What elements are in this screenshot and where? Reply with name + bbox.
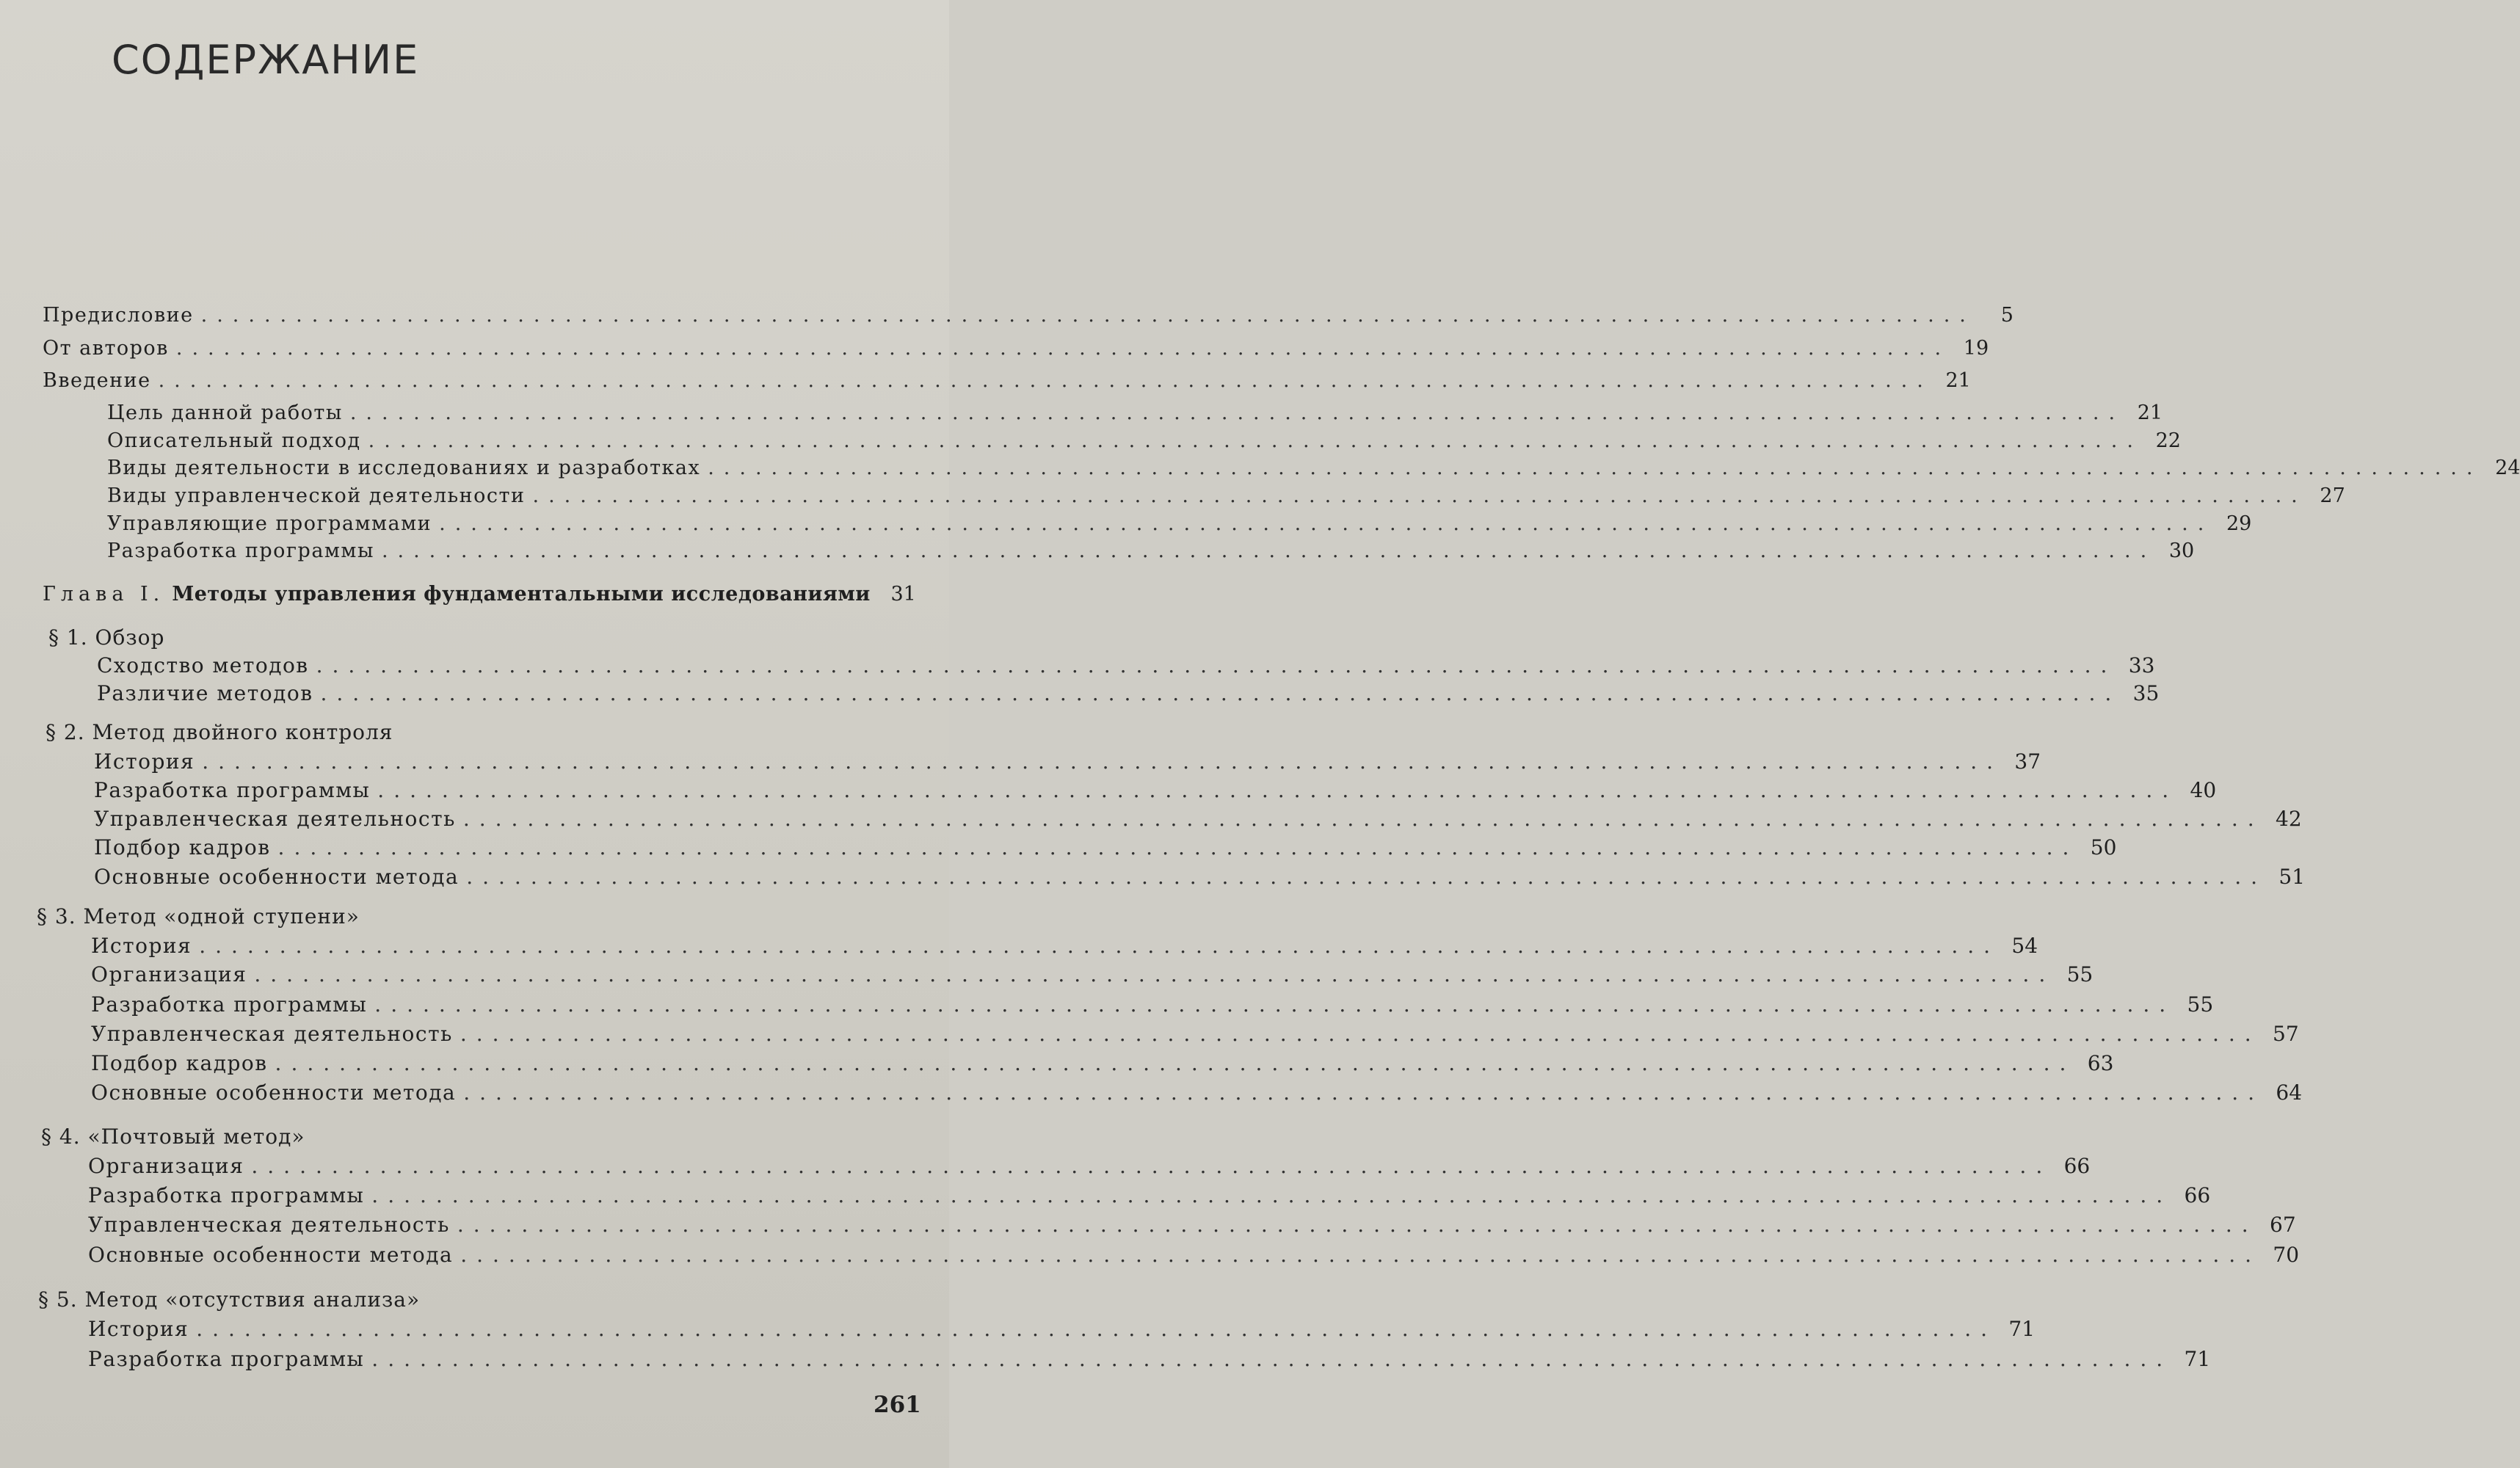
dot-leader: ................................................................................................................: [202, 749, 2003, 774]
dot-leader: ................................................................................................................: [349, 401, 2125, 424]
entry-label: Разработка программы: [94, 778, 371, 802]
dot-leader: ................................................................................................................: [371, 1183, 2173, 1207]
entry-label: От авторов: [43, 337, 169, 360]
entry-label: История: [88, 1317, 189, 1341]
dot-leader: ................................................................................................................: [460, 1022, 2261, 1046]
entry-page: 55: [2066, 962, 2094, 986]
entry-label: Управленческая деятельность: [91, 1022, 453, 1046]
toc-entry-intro-5: [107, 512, 2252, 535]
entry-page: 21: [2137, 401, 2163, 424]
chapter-prefix: Глава I.: [43, 583, 165, 606]
dot-leader: ................................................................................................................: [251, 1154, 2052, 1178]
dot-leader: ................................................................................................................: [175, 337, 1951, 360]
entry-page: 66: [2184, 1183, 2211, 1207]
dot-leader: ................................................................................................................: [320, 681, 2121, 705]
dot-leader: ................................................................................................................: [466, 865, 2267, 889]
toc-entry: [97, 653, 2155, 677]
toc-entry: [94, 778, 2217, 802]
entry-label: Основные особенности метода: [94, 865, 460, 889]
entry-page: 19: [1963, 337, 1989, 360]
toc-entry: [88, 1347, 2211, 1371]
dot-leader: ................................................................................................................: [275, 1051, 2076, 1075]
dot-leader: ................................................................................................................: [462, 807, 2264, 831]
entry-page: 29: [2226, 512, 2252, 535]
dot-leader: ................................................................................................................: [381, 539, 2157, 562]
entry-label: Различие методов: [97, 681, 313, 705]
toc-entry-intro-6: [107, 539, 2195, 562]
toc-entry: [88, 1154, 2091, 1178]
toc-entry: [94, 807, 2302, 831]
entry-label: Виды управленческой деятельности: [107, 484, 526, 507]
toc-entry-intro-2: [107, 429, 2181, 452]
toc-entry: [88, 1183, 2211, 1207]
toc-entry: [94, 865, 2306, 889]
entry-page: 40: [2190, 778, 2217, 802]
dot-leader: ................................................................................................................: [199, 934, 2000, 958]
entry-label: Цель данной работы: [107, 401, 343, 424]
section-heading-3: § 3. Метод «одной ступени»: [37, 904, 360, 929]
page-title: СОДЕРЖАНИЕ: [112, 37, 420, 84]
toc-entry-preface: [43, 304, 2014, 327]
section-heading-2: § 2. Метод двойного контроля: [46, 720, 393, 744]
entry-label: Основные особенности метода: [91, 1080, 457, 1105]
entry-label: История: [94, 749, 195, 774]
dot-leader: ................................................................................................................: [277, 835, 2079, 860]
entry-label: Управленческая деятельность: [94, 807, 456, 831]
entry-page: 31: [890, 583, 916, 606]
entry-label: Организация: [91, 962, 247, 986]
chapter-title: Методы управления фундаментальными исследованиями: [172, 583, 871, 606]
toc-entry: [91, 962, 2094, 986]
toc-entry: [94, 749, 2041, 774]
toc-entry-intro-4: [107, 484, 2345, 507]
entry-page: 27: [2320, 484, 2345, 507]
entry-label: Описательный подход: [107, 429, 361, 452]
entry-label: Организация: [88, 1154, 244, 1178]
toc-entry-authors: [43, 337, 1989, 360]
entry-page: 55: [2187, 992, 2214, 1017]
toc-entry: [91, 1080, 2303, 1105]
entry-label: Основные особенности метода: [88, 1243, 454, 1267]
dot-leader: ................................................................................................................: [316, 653, 2117, 677]
entry-page: 21: [1945, 369, 1971, 392]
toc-entry: [91, 992, 2214, 1017]
entry-page: 50: [2090, 835, 2117, 860]
dot-leader: ................................................................................................................: [460, 1243, 2262, 1267]
dot-leader: ................................................................................................................: [200, 304, 1975, 327]
entry-label: Управленческая деятельность: [88, 1213, 450, 1237]
toc-entry-intro-3: [107, 457, 2520, 479]
toc-entry: [88, 1213, 2296, 1237]
entry-label: Управляющие программами: [107, 512, 432, 535]
entry-page: 51: [2278, 865, 2306, 889]
entry-page: 5: [2000, 304, 2014, 327]
toc-entry: [91, 1051, 2114, 1075]
dot-leader: ................................................................................................................: [368, 429, 2143, 452]
toc-entry: [94, 835, 2117, 860]
entry-page: 42: [2276, 807, 2302, 831]
entry-page: 71: [2008, 1317, 2036, 1341]
toc-entry: [88, 1317, 2036, 1341]
entry-page: 63: [2087, 1051, 2114, 1075]
entry-page: 67: [2270, 1213, 2296, 1237]
toc-entry: [97, 681, 2160, 705]
entry-page: 35: [2132, 681, 2160, 705]
section-heading-4: § 4. «Почтовый метод»: [41, 1124, 305, 1149]
entry-label: Подбор кадров: [94, 835, 271, 860]
dot-leader: ................................................................................................................: [439, 512, 2214, 535]
entry-label: Предисловие: [43, 304, 194, 327]
entry-label: Подбор кадров: [91, 1051, 268, 1075]
entry-label: Разработка программы: [88, 1347, 365, 1371]
entry-page: 33: [2128, 653, 2155, 677]
dot-leader: ................................................................................................................: [196, 1317, 1997, 1341]
dot-leader: ................................................................................................................: [463, 1080, 2265, 1105]
entry-page: 54: [2011, 934, 2038, 958]
dot-leader: ................................................................................................................: [374, 992, 2176, 1017]
section-heading-1: § 1. Обзор: [48, 625, 165, 650]
entry-page: 64: [2276, 1080, 2303, 1105]
entry-label: Разработка программы: [107, 539, 374, 562]
toc-entry: [88, 1243, 2300, 1267]
dot-leader: ................................................................................................................: [377, 778, 2179, 802]
dot-leader: ................................................................................................................: [708, 457, 2483, 479]
entry-label: История: [91, 934, 192, 958]
entry-label: Разработка программы: [88, 1183, 365, 1207]
entry-label: Разработка программы: [91, 992, 368, 1017]
toc-chapter-1: [43, 583, 916, 606]
toc-entry-introduction: [43, 369, 1971, 392]
entry-page: 24: [2495, 457, 2520, 479]
dot-leader: ................................................................................................................: [532, 484, 2307, 507]
entry-page: 70: [2273, 1243, 2300, 1267]
section-heading-5: § 5. Метод «отсутствия анализа»: [38, 1287, 421, 1312]
dot-leader: ................................................................................................................: [158, 369, 1933, 392]
page-number: 261: [874, 1392, 921, 1418]
toc-entry-intro-1: [107, 401, 2163, 424]
entry-page: 71: [2184, 1347, 2211, 1371]
dot-leader: ................................................................................................................: [457, 1213, 2258, 1237]
dot-leader: ................................................................................................................: [371, 1347, 2173, 1371]
entry-label: Введение: [43, 369, 151, 392]
entry-label: Виды деятельности в исследованиях и разработках: [107, 457, 701, 479]
entry-page: 22: [2155, 429, 2181, 452]
entry-page: 57: [2273, 1022, 2299, 1046]
toc-entry: [91, 1022, 2299, 1046]
toc-entry: [91, 934, 2038, 958]
entry-page: 66: [2063, 1154, 2091, 1178]
entry-label: Сходство методов: [97, 653, 309, 677]
dot-leader: ................................................................................................................: [254, 962, 2055, 986]
entry-page: 37: [2014, 749, 2041, 774]
entry-page: 30: [2168, 539, 2195, 562]
